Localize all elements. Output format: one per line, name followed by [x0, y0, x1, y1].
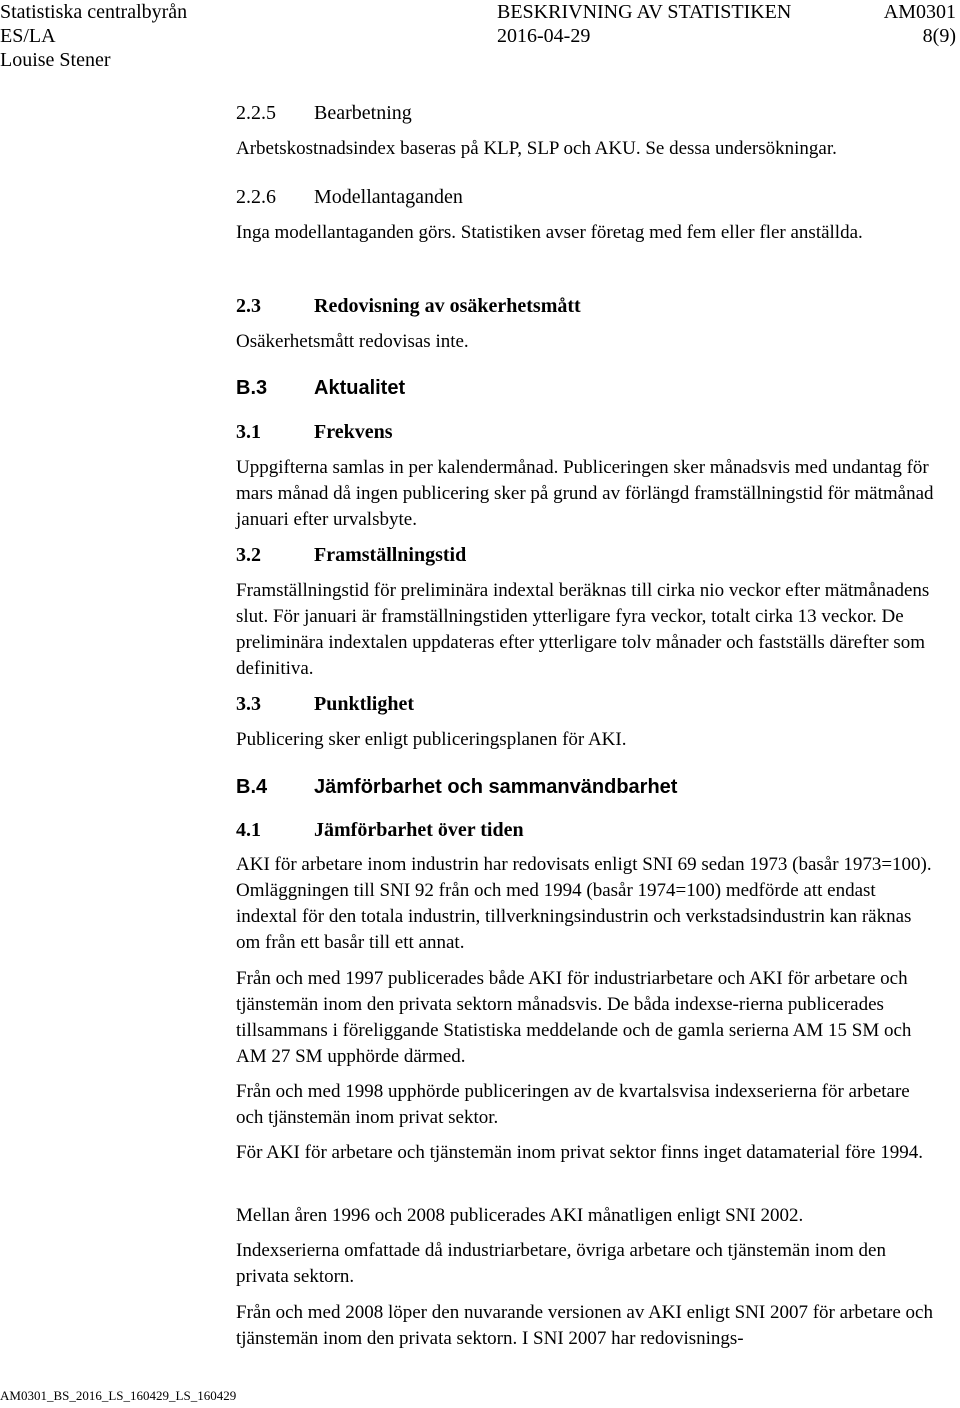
chapter-title: Jämförbarhet och sammanvändbarhet	[314, 776, 678, 798]
chapter-number: B.4	[236, 776, 268, 798]
section-number: 2.2.6	[236, 186, 276, 208]
section-title: Jämförbarhet över tiden	[314, 819, 524, 841]
paragraph-4-1-before-1994: För AKI för arbetare och tjänstemän inom privat sektor finns inget datamaterial före 1994.	[236, 1142, 923, 1163]
header-page-number: 8(9)	[922, 25, 956, 47]
section-title: Redovisning av osäkerhetsmått	[314, 295, 581, 317]
paragraph-4-1-from-2008: Från och med 2008 löper den nuvarande versionen av AKI enligt SNI 2007 för arbetare och tjänstemän inom den privata sektorn. I SNI 2007 har redovisnings-	[236, 1302, 933, 1349]
header-date: 2016-04-29	[497, 25, 591, 47]
section-number: 3.2	[236, 544, 261, 566]
paragraph-4-1-index-series: Indexserierna omfattade då industriarbetare, övriga arbetare och tjänstemän inom den privata sektorn.	[236, 1240, 886, 1287]
section-number: 2.2.5	[236, 102, 276, 124]
section-title: Punktlighet	[314, 693, 415, 715]
paragraph-3-1: Uppgifterna samlas in per kalendermånad. Publiceringen sker månadsvis med undantag för mars månad då ingen publicering sker på grund av förlängd framställningstid för mätmånad januari efter urvalsbyte.	[236, 457, 934, 530]
header-doc-type: BESKRIVNING AV STATISTIKEN	[497, 1, 792, 23]
paragraph-4-1-comparability-history: AKI för arbetare inom industrin har redovisats enligt SNI 69 sedan 1973 (basår 1973=100). Omläggningen till SNI 92 från och med 1994 (basår 1974=100) medförde att endast indextal för den totala industrin, tillverkningsindustrin och verkstadsindustrin kan räknas om från ett basår till ett annat.	[236, 854, 932, 953]
section-number: 3.1	[236, 421, 261, 443]
section-number: 2.3	[236, 295, 261, 317]
paragraph-4-1-from-1998: Från och med 1998 upphörde publiceringen av de kvartalsvisa indexserierna för arbetare och tjänstemän inom privat sektor.	[236, 1081, 910, 1128]
header-unit: ES/LA	[0, 25, 56, 47]
header-org: Statistiska centralbyrån	[0, 1, 188, 23]
paragraph-3-2: Framställningstid för preliminära indextal beräknas till cirka nio veckor efter mätmånadens slut. För januari är framställningstiden ytterligare fyra veckor, totalt cirka 13 veckor. De preliminära indextalen uppdateras efter ytterligare tolv månader och fastställs därefter som definitiva.	[236, 580, 930, 679]
paragraph-4-1-from-1997: Från och med 1997 publicerades både AKI för industriarbetare och AKI för arbetare och tjänstemän inom den privata sektorn månadsvis. De båda indexse-rierna publicerades tillsammans i föreliggande Statistiska meddelande och de gamla serierna AM 15 SM och AM 27 SM upphörde därmed.	[236, 968, 912, 1067]
paragraph-3-3: Publicering sker enligt publiceringsplanen för AKI.	[236, 729, 627, 750]
chapter-title: Aktualitet	[314, 377, 406, 399]
section-number: 3.3	[236, 693, 261, 715]
footer-document-id: AM0301_BS_2016_LS_160429_LS_160429	[0, 1388, 237, 1403]
header-author: Louise Stener	[0, 49, 111, 71]
section-title: Framställningstid	[314, 544, 467, 566]
section-title: Bearbetning	[314, 102, 412, 124]
paragraph-2-2-5: Arbetskostnadsindex baseras på KLP, SLP och AKU. Se dessa undersökningar.	[236, 138, 837, 159]
paragraph-2-2-6: Inga modellantaganden görs. Statistiken avser företag med fem eller fler anställda.	[236, 222, 863, 243]
paragraph-4-1-1996-2008: Mellan åren 1996 och 2008 publicerades AKI månatligen enligt SNI 2002.	[236, 1205, 804, 1226]
header-code: AM0301	[883, 1, 956, 23]
section-number: 4.1	[236, 819, 261, 841]
chapter-number: B.3	[236, 377, 268, 399]
section-title: Modellantaganden	[314, 186, 463, 208]
section-title: Frekvens	[314, 421, 393, 443]
paragraph-2-3: Osäkerhetsmått redovisas inte.	[236, 331, 469, 352]
